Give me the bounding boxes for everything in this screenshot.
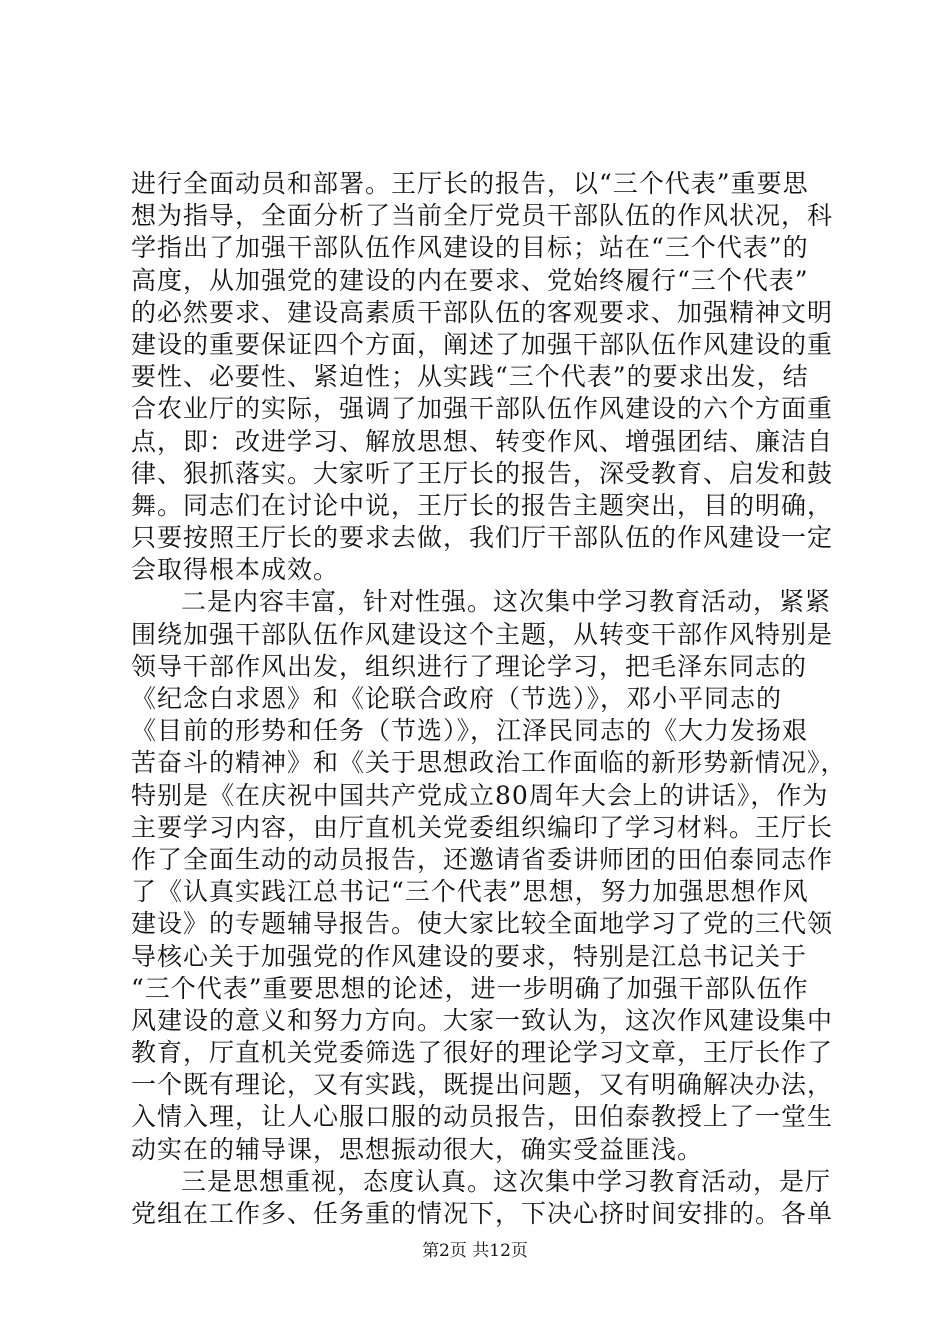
text-line: 党组在工作多、任务重的情况下，下决心挤时间安排的。各单 (131, 1199, 834, 1228)
text-line: 动实在的辅导课，思想振动很大，确实受益匪浅。 (131, 1134, 704, 1164)
text-line: 围绕加强干部队伍作风建设这个主题，从转变干部作风特别是 (131, 619, 834, 649)
text-line: 高度，从加强党的建设的内在要求、党始终履行“三个代表” (131, 265, 809, 295)
text-line: 领导干部作风出发，组织进行了理论学习，把毛泽东同志的 (131, 651, 808, 681)
paragraph-start-line: 二是内容丰富，针对性强。这次集中学习教育活动，紧紧 (181, 587, 832, 617)
text-line: 特别是《在庆祝中国共产党成立80周年大会上的讲话》，作为 (131, 780, 829, 810)
page-number-footer: 第2页 共12页 (422, 1241, 528, 1261)
text-line: 建设的重要保证四个方面，阐述了加强干部队伍作风建设的重 (131, 329, 834, 359)
text-line: 想为指导，全面分析了当前全厅党员干部队伍的作风状况，科 (131, 201, 834, 231)
text-line: 了《认真实践江总书记“三个代表”思想，努力加强思想作风 (131, 877, 809, 907)
text-line: 律、狠抓落实。大家听了王厅长的报告，深受教育、启发和鼓 (131, 458, 834, 488)
text-line: “三个代表”重要思想的论述，进一步明确了加强干部队伍作 (131, 973, 809, 1003)
document-body (131, 168, 847, 1230)
text-line: 学指出了加强干部队伍作风建设的目标；站在“三个代表”的 (131, 233, 809, 263)
text-line: 只要按照王厅长的要求去做，我们厅干部队伍的作风建设一定 (131, 523, 834, 553)
text-line: 点，即：改进学习、解放思想、转变作风、增强团结、廉洁自 (131, 426, 834, 456)
text-line: 会取得根本成效。 (131, 555, 340, 585)
text-line: 要性、必要性、紧迫性；从实践“三个代表”的要求出发，结 (131, 362, 809, 392)
text-line: 教育，厅直机关党委筛选了很好的理论学习文章，王厅长作了 (131, 1038, 834, 1068)
paragraph-start-line: 三是思想重视，态度认真。这次集中学习教育活动，是厅 (181, 1166, 832, 1196)
text-line: 风建设的意义和努力方向。大家一致认为，这次作风建设集中 (131, 1005, 834, 1035)
text-line: 的必然要求、建设高素质干部队伍的客观要求、加强精神文明 (131, 297, 834, 327)
text-line: 苦奋斗的精神》和《关于思想政治工作面临的新形势新情况》， (131, 748, 847, 778)
text-line: 合农业厅的实际，强调了加强干部队伍作风建设的六个方面重 (131, 394, 834, 424)
text-line: 入情入理，让人心服口服的动员报告，田伯泰教授上了一堂生 (131, 1102, 834, 1132)
text-line: 一个既有理论，又有实践，既提出问题，又有明确解决办法， (131, 1070, 834, 1100)
text-line: 作了全面生动的动员报告，还邀请省委讲师团的田伯泰同志作 (131, 844, 834, 874)
text-line: 建设》的专题辅导报告。使大家比较全面地学习了党的三代领 (131, 909, 834, 939)
text-line: 《纪念白求恩》和《论联合政府（节选）》，邓小平同志的 (131, 684, 783, 713)
text-line: 舞。同志们在讨论中说，王厅长的报告主题突出，目的明确， (131, 490, 834, 520)
text-line: 《目前的形势和任务（节选）》，江泽民同志的《大力发扬艰 (131, 716, 809, 746)
text-line: 进行全面动员和部署。王厅长的报告，以“三个代表”重要思 (131, 169, 809, 198)
text-line: 主要学习内容，由厅直机关党委组织编印了学习材料。王厅长 (131, 812, 834, 842)
text-line: 导核心关于加强党的作风建设的要求，特别是江总书记关于 (131, 941, 808, 971)
